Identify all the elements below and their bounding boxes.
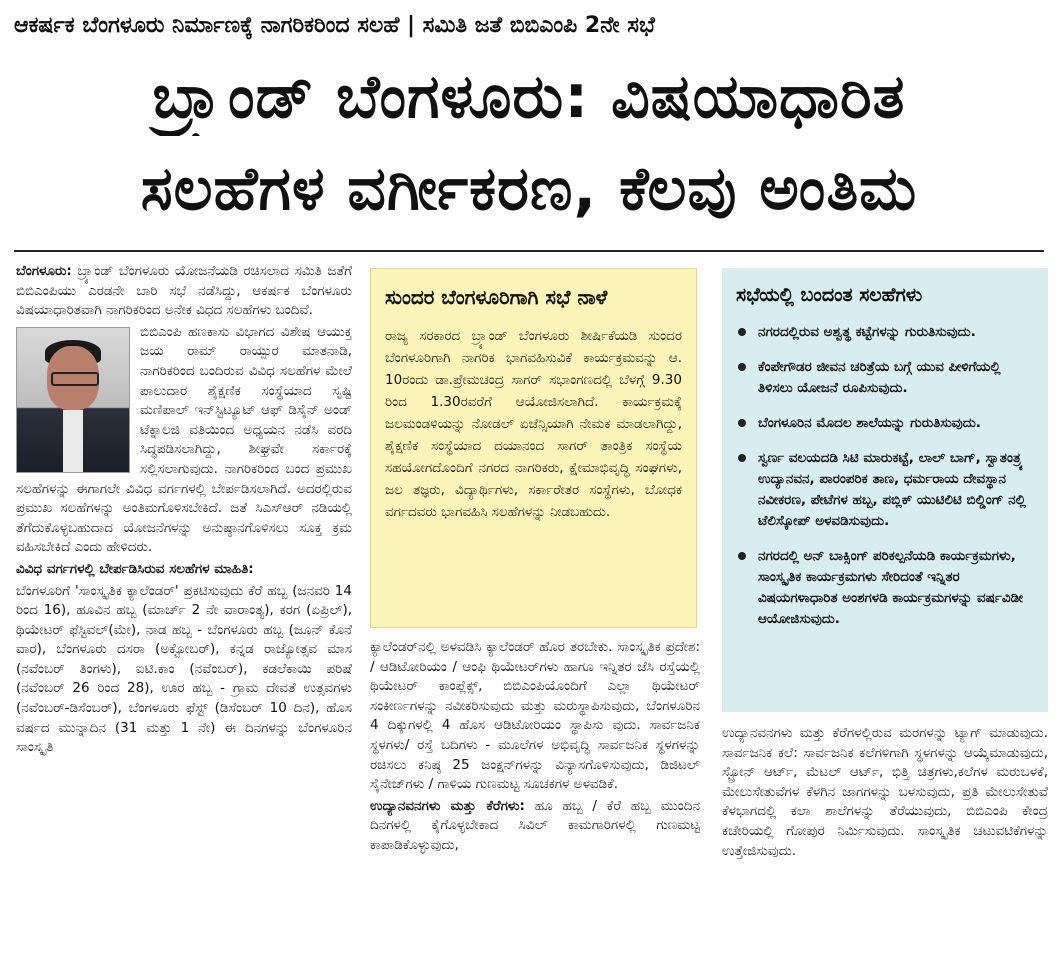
- box-title: ಸುಂದರ ಬೆಂಗಳೂರಿಗಾಗಿ ಸಭೆ ನಾಳೆ: [385, 285, 608, 309]
- parks-text: ಹೂ ಹಬ್ಬ / ಕೆರೆ ಹಬ್ಬ ಮುಂದಿನ ದಿನಗಳಲ್ಲಿ ಕೈಗೊಳ್ಳಬೇಕಾದ ಸಿವಿಲ್ ಕಾಮಗಾರಿಗಳಲ್ಲಿ ಗುಣಮಟ್ಟ ಕಾಪಾಡಿಕೊಳ್ಳುವುದು,: [370, 797, 700, 853]
- photo-glasses: [51, 372, 99, 386]
- kicker-line: ಆಕರ್ಷಕ ಬೆಂಗಳೂರು ನಿರ್ಮಾಣಕ್ಕೆ ನಾಗರಿಕರಿಂದ ಸಲಹೆ | ಸಮಿತಿ ಜತೆ ಬಿಬಿಎಂಪಿ 2ನೇ ಸಭೆ: [14, 13, 655, 38]
- list-item-text: ಬೆಂಗಳೂರಿನ ಮೊದಲ ಶಾಲೆಯನ್ನು ಗುರುತಿಸುವುದು.: [758, 415, 981, 431]
- meeting-tomorrow-box: [370, 268, 697, 628]
- bullet-icon: [738, 454, 746, 462]
- subheading-categories: ವಿವಿಧ ವರ್ಗಗಳಲ್ಲಿ ಬೇರ್ಪಡಿಸಿರುವ ಸಲಹೆಗಳ ಮಾಹಿತಿ:: [16, 560, 254, 577]
- suggestions-panel: [722, 268, 1048, 712]
- paragraph-quote: ಬಿಬಿಎಂಪಿ ಹಣಕಾಸು ವಿಭಾಗದ ವಿಶೇಷ ಆಯುಕ್ತ ಜಯ ರಾಮ್ ರಾಯ್ಪುರ ಮಾತನಾಡಿ, ನಾಗರಿಕರಿಂದ ಬಂದಿರುವ ವಿವಿಧ ಸಲಹೆಗಳ ಮೇಲೆ ಪಾಲುದಾರ ಶೈಕ್ಷಣಿಕ ಸಂಸ್ಥೆಯಾದ ಸೃಷ್ಟಿ ಮಣಿಪಾಲ್ ಇನ್‌ಸ್ಟಿಟ್ಯೂಟ್ ಆಫ್ ಡಿಸೈನ್ ಅಂಡ್ ಟೆಕ್ನಾಲಜಿ ವತಿಯಿಂದ ಅಧ್ಯಯನ ನಡೆಸಿ ವರದಿ ಸಿದ್ಧಪಡಿಸಲಾಗಿದ್ದು, ಶೀಘ್ರವೇ ಸರ್ಕಾರಕ್ಕೆ ಸಲ್ಲಿಸಲಾಗುವುದು. ನಾಗರಿಕರಿಂದ ಬಂದ ಪ್ರಮುಖ ಸಲಹೆಗಳನ್ನು ಈಗಾಗಲೇ ವಿವಿಧ ವರ್ಗಗಳಲ್ಲಿ ಬೇರ್ಪಡಿಸಲಾಗಿದೆ. ಅದರಲ್ಲಿರುವ ಪ್ರಮುಖ ಸಲಹೆಗಳನ್ನು ಅಂತಿಮಗೊಳಿಸಬೇಕಿದೆ. ಜತೆ ಸಿಎಸ್‌ಆರ್ ನಡಿಯಲ್ಲಿ ತೆಗೆದುಕೊಳ್ಳಬಹುದಾದ ಯೋಜನೆಗಳನ್ನು ಅನುಷ್ಠಾನಗೊಳಿಸಲು ಸೂಕ್ತ ಕ್ರಮ ವಹಿಸಬೇಕಿದೆ ಎಂದು ಹೇಳಿದರು.: [16, 323, 352, 556]
- panel-title: ಸಭೆಯಲ್ಲಿ ಬಂದಂತ ಸಲಹೆಗಳು: [736, 284, 923, 306]
- photo-shirt: [63, 410, 83, 472]
- portrait-photo: [16, 327, 130, 473]
- article-column-3: [722, 724, 1048, 950]
- bullet-icon: [738, 328, 746, 336]
- list-item: [736, 413, 1034, 434]
- paragraph-public-art: ಉದ್ಯಾನವನಗಳು ಮತ್ತು ಕೆರೆಗಳಲ್ಲಿರುವ ಮರಗಳನ್ನು ಟ್ಯಾಗ್ ಮಾಡುವುದು. ಸಾರ್ವಜನಿಕ ಕಲೆ: ಸಾರ್ವಜನಿಕ ಕಲೆಗಳಿಗಾಗಿ ಸ್ಥಳಗಳನ್ನು ಆಯ್ಕೆಮಾಡುವುದು, ಸ್ಟ್ರೋನ್ ಆರ್ಟ್, ಮೆಟಲ್ ಆರ್ಟ್, ಭಿತ್ತಿ ಚಿತ್ರಗಳು,ಕಲೆಗಳ ಮರುಬಳಕೆ, ಮೇಲುಸೇತುವೆಗಳ ಕೆಳಗಿನ ಜಾಗಗಳನ್ನು ಬಳಸುವುದು, ಪ್ರತಿ ಮೇಲುಸೇತುವೆ ಕೆಳಭಾಗದಲ್ಲಿ ಕಲಾ ಶಾಲೆಗಳನ್ನು ತೆರೆಯುವುದು, ಬಿಬಿಎಂಪಿ ಕೇಂದ್ರ ಕಚೇರಿಯಲ್ಲಿ ಗೋಪುರ ನಿರ್ಮಿಸುವುದು. ಸಾಂಸ್ಕೃತಿಕ ಚಟುವಟಿಕೆಗಳನ್ನು ಉತ್ತೇಜಿಸುವುದು.: [722, 725, 1048, 859]
- box-text: ರಾಜ್ಯ ಸರಕಾರದ ಬ್ರ್ಯಾಂಡ್ ಬೆಂಗಳೂರು ಶೀರ್ಷಿಕೆಯಡಿ ಸುಂದರ ಬೆಂಗಳೂರಿಗಾಗಿ ನಾಗರಿಕ ಭಾಗವಹಿಸುವಿಕೆ ಕಾರ್ಯಕ್ರಮವನ್ನು ಆ. 10ರಂದು ಡಾ.ಪ್ರೇಮಚಂದ್ರ ಸಾಗರ್ ಸಭಾಂಗಣದಲ್ಲಿ ಬೆಳಗ್ಗೆ 9.30 ರಿಂದ 1.30ರವರೆಗೆ ಆಯೋಜಿಸಲಾಗಿದೆ. ಕಾರ್ಯಕ್ರಮಕ್ಕೆ ಜಲಮಂಡಳಿಯನ್ನು ನೋಡಲ್ ಏಜೆನ್ಸಿಯಾಗಿ ನೇಮಕ ಮಾಡಲಾಗಿದ್ದು, ಶೈಕ್ಷಣಿಕ ಸಂಸ್ಥೆಯಾದ ದಯಾನಂದ ಸಾಗರ್ ತಾಂತ್ರಿಕ ಸಂಸ್ಥೆಯ ಸಹಯೋಗದೊಂದಿಗೆ ನಗರದ ನಾಗರಿಕರು, ಕ್ಷೇಮಾಭಿವೃದ್ಧಿ ಸಂಘಗಳು, ಜಲ ತಜ್ಞರು, ವಿದ್ಯಾರ್ಥಿಗಳು, ಸರ್ಕಾರೇತರ ಸಂಸ್ಥೆಗಳು, ಬೋಧಕ ವರ್ಗದವರು ಭಾಗವಹಿಸಿ ಸಲಹೆಗಳನ್ನು ನೀಡಬಹುದು.: [385, 328, 682, 520]
- subheading-parks: ಉದ್ಯಾನವನಗಳು ಮತ್ತು ಕೆರೆಗಳು:: [370, 797, 525, 814]
- article-column-2: [370, 638, 700, 950]
- list-item: [736, 322, 1034, 343]
- paragraph-intro: [16, 262, 352, 321]
- list-item: [736, 357, 1034, 399]
- bullet-icon: [738, 363, 746, 371]
- headline-line-1: ಬ್ರ್ಯಾಂಡ್ ಬೆಂಗಳೂರು: ವಿಷಯಾಧಾರಿತ: [152, 62, 906, 132]
- dateline: ಬೆಂಗಳೂರು:: [16, 263, 72, 279]
- intro-text: ಬ್ರ್ಯಾಂಡ್ ಬೆಂಗಳೂರು ಯೋಜನೆಯಡಿ ರಚಿಸಲಾದ ಸಮಿತಿ ಜತೆಗೆ ಬಿಬಿಎಂಪಿಯು ಎರಡನೇ ಬಾರಿ ಸಭೆ ನಡೆಸಿದ್ದು, ಆಕರ್ಷಕ ಬೆಂಗಳೂರು ವಿಷಯಾಧಾರಿತವಾಗಿ ನಾಗರಿಕರಿಂದ ಅನೇಕ ವಿಧದ ಸಲಹೆಗಳು ಬಂದಿವೆ.: [16, 263, 352, 319]
- list-item: [736, 546, 1034, 630]
- paragraph-calendar: ಬೆಂಗಳೂರಿಗೆ 'ಸಾಂಸ್ಕೃತಿಕ ಕ್ಯಾಲೆಂಡರ್' ಪ್ರಕಟಿಸುವುದು ಕೆರೆ ಹಬ್ಬ (ಜನವರಿ 14 ರಿಂದ 16), ಹೂವಿನ ಹಬ್ಬ (ಮಾರ್ಚ್ 2 ನೇ ವಾರಾಂತ್ಯ), ಕರಗ (ಏಪ್ರಿಲ್), ಥಿಯೇಟರ್ ಫೆಸ್ಟಿವಲ್(ಮೇ), ನಾಡ ಹಬ್ಬ - ಬೆಂಗಳೂರು ಹಬ್ಬ (ಜೂನ್ ಕೊನೆ ವಾರ), ಬೆಂಗಳೂರು ದಸರಾ (ಅಕ್ಟೋಬರ್), ಕನ್ನಡ ರಾಜ್ಯೋತ್ಸವ ಮಾಸ (ನವೆಂಬರ್ ತಿಂಗಳು), ಐಟಿ.ಕಾಂ (ನವೆಂಬರ್), ಕಡಲೆಕಾಯಿ ಪರಿಷೆ (ನವೆಂಬರ್ 26 ರಿಂದ 28), ಊರ ಹಬ್ಬ - ಗ್ರಾಮ ದೇವತೆ ಉತ್ಸವಗಳು (ನವೆಂಬರ್-ಡಿಸೆಂಬರ್), ಬೆಂಗಳೂರು ಫೆಸ್ಟ್ (ಡಿಸೆಂಬರ್ 10 ದಿನ), ಹೊಸ ವರ್ಷದ ಮುನ್ನಾದಿನ (31 ಮತ್ತು 1 ನೇ) ಈ ದಿನಗಳನ್ನು ಬೆಂಗಳೂರಿನ ಸಾಂಸ್ಕೃತಿ: [16, 582, 352, 756]
- bullet-icon: [738, 419, 746, 427]
- article-column-1: [16, 262, 352, 952]
- list-item-text: ನಗರದಲ್ಲಿ ಅನ್ ಬಾಕ್ಸಿಂಗ್ ಪರಿಕಲ್ಪನೆಯಡಿ ಕಾರ್ಯಕ್ರಮಗಳು, ಸಾಂಸ್ಕೃತಿಕ ಕಾರ್ಯಕ್ರಮಗಳು ಸೇರಿದಂತೆ ಇನ್ನಿತರ ವಿಷಯಗಳಾಧಾರಿತ ಅಂಶಗಳಡಿ ಕಾರ್ಯಕ್ರಮಗಳನ್ನು ವರ್ಷವಿಡೀ ಆಯೋಜಿಸುವುದು.: [758, 548, 1023, 627]
- paragraph-parks: [370, 797, 700, 856]
- list-item-text: ಸ್ವರ್ಣ ವಲಯದಡಿ ಸಿಟಿ ಮಾರುಕಟ್ಟೆ, ಲಾಲ್ ಬಾಗ್, ಸ್ವಾತಂತ್ರ್ಯ ಉದ್ಯಾನವನ, ಪಾರಂಪರಿಕ ತಾಣ, ಧರ್ಮರಾಯ ದೇವಸ್ಥಾನ ನವೀಕರಣ, ಪೇಟೆಗಳ ಹಬ್ಬ, ಪಬ್ಲಿಕ್ ಯುಟಿಲಿಟಿ ಬಿಲ್ಡಿಂಗ್ ನಲ್ಲಿ ಟೆಲಿಸ್ಕೋಪ್ ಅಳವಡಿಸುವುದು.: [758, 450, 1026, 529]
- headline-line-2: ಸಲಹೆಗಳ ವರ್ಗೀಕರಣ, ಕೆಲವು ಅಂತಿಮ: [140, 154, 918, 224]
- paragraph-cultural: ಕ್ಯಾಲೆಂಡರ್‌ನಲ್ಲಿ ಅಳವಡಿಸಿ ಕ್ಯಾಲೆಂಡರ್ ಹೊರ ತರಬೇಕು. ಸಾಂಸ್ಕೃತಿಕ ಪ್ರದೇಶ: / ಆಡಿಟೋರಿಯಂ / ಆಂಫಿ ಥಿಯೇಟರ್‌ಗಳು ಹಾಗೂ ಇನ್ನಿತರ ಜೆಸಿ ರಸ್ತೆಯಲ್ಲಿ ಥಿಯೇಟರ್ ಕಾಂಪ್ಲೆಕ್ಸ್, ಬಿಬಿಎಂಪಿಯೊಂದಿಗೆ ಎಲ್ಲಾ ಥಿಯೇಟರ್ ಸಂಕೀರ್ಣಗಳನ್ನು ನವೀಕರಿಸುವುದು ಮತ್ತು ಮರುಸ್ಥಾಪಿಸುವುದು, ಬೆಂಗಳೂರಿನ 4 ದಿಕ್ಕುಗಳಲ್ಲಿ 4 ಹೊಸ ಆಡಿಟೋರಿಯಂ ಸ್ಥಾಪಿಸು ವುದು. ಸಾರ್ವಜನಿಕ ಸ್ಥಳಗಳು/ ರಸ್ತೆ ಬದಿಗಳು - ಮೂಲೆಗಳ ಅಭಿವೃದ್ಧಿ ಸಾರ್ವಜನಿಕ ಸ್ಥಳಗಳನ್ನು ರಚಿಸಲು ಕನಿಷ್ಠ 25 ಜಂಕ್ಷನ್‌ಗಳನ್ನು ವಿನ್ಯಾಸಗೊಳಿಸುವುದು, ಡಿಜಿಟಲ್ ಸೈನೇಜ್‌ಗಳು / ಗಾಳಿಯ ಗುಣಮಟ್ಟ ಸೂಚಕಗಳ ಅಳವಡಿಕೆ.: [370, 639, 700, 793]
- list-item: [736, 448, 1034, 532]
- suggestions-list: [736, 322, 1034, 630]
- bullet-icon: [738, 552, 746, 560]
- headline-rule: [14, 250, 1044, 252]
- list-item-text: ಕೆಂಪೇಗೌಡರ ಜೀವನ ಚರಿತ್ರೆಯ ಬಗ್ಗೆ ಯುವ ಪೀಳಿಗೆಯಲ್ಲಿ ತಿಳಿಸಲು ಯೋಜನೆ ರೂಪಿಸುವುದು.: [758, 359, 1001, 396]
- list-item-text: ನಗರದಲ್ಲಿರುವ ಅಶ್ವತ್ಥ ಕಟ್ಟೆಗಳನ್ನು ಗುರುತಿಸುವುದು.: [758, 324, 976, 340]
